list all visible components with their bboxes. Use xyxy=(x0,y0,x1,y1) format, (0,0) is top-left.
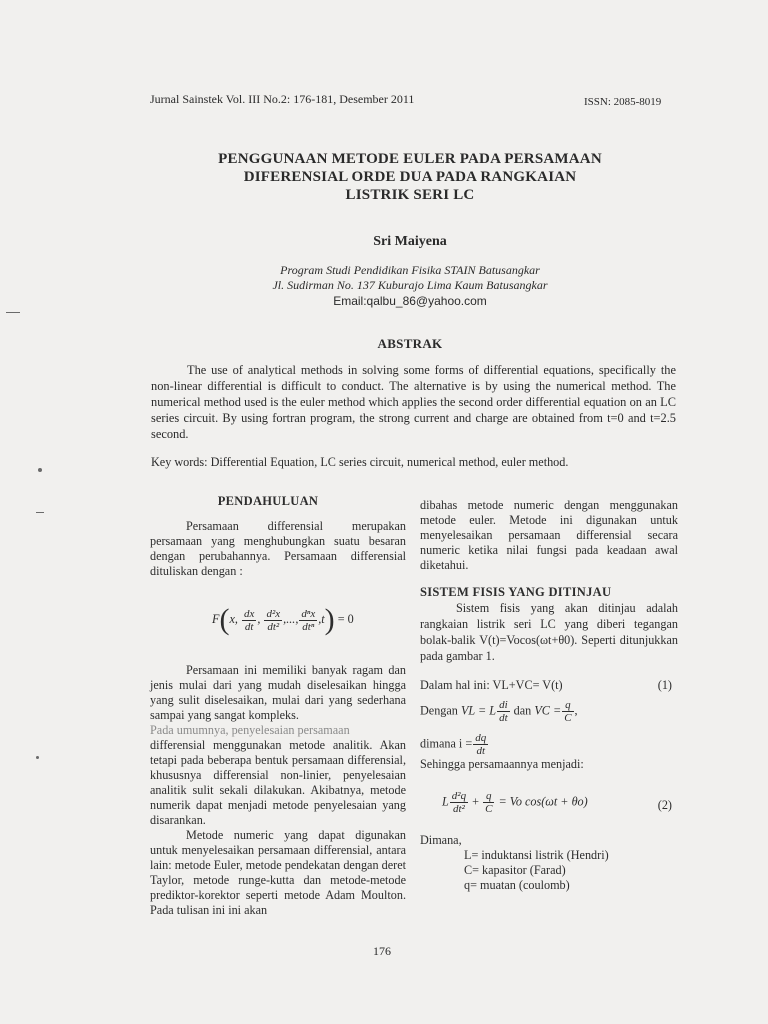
fraction: $\frac{\text{d²x}}{\text{dt²}}$ xyxy=(266,607,281,633)
fraction: $\frac{di}{dt}$ xyxy=(499,699,508,724)
equation-current: dimana i = $\frac{dq}{dt}$ xyxy=(420,732,487,757)
fraction: $\frac{q}{C}$ xyxy=(485,790,493,815)
eq-symbol: x xyxy=(229,611,235,626)
eq-symbol: ,..., xyxy=(283,611,299,626)
definition-item: q= muatan (coulomb) xyxy=(464,878,570,892)
equation-2: L $\frac{\text{d²q}}{\text{dt²}}$ + $\frac{q}{C}$ = Vo cos(ωt + θo) (2) xyxy=(442,790,672,815)
definition-item: C= kapasitor (Farad) xyxy=(464,863,566,877)
fraction: $\frac{q}{C}$ xyxy=(564,699,572,724)
abstract-text: The use of analytical methods in solving some forms of differential equations, specifically the non-linear differential is difficult to conduct. The alternative is by using the numerical method. The numerical method used is the euler method which applies the second order differential equation on an LC series circuit. By using fortran program, the strong current and charge are obtained from t=0 and t=2.5 second. xyxy=(151,363,676,441)
equation-1 xyxy=(420,678,678,693)
fraction: $\frac{\text{d²q}}{\text{dt²}}$ xyxy=(451,790,467,815)
right-column xyxy=(420,498,678,893)
eq-symbol: = 0 xyxy=(337,611,354,626)
journal-citation: Jurnal Sainstek Vol. III No.2: 176-181, Desember 2011 xyxy=(150,92,415,106)
affiliation xyxy=(160,263,660,293)
fraction: $\frac{dx}{dt}$ xyxy=(243,607,255,633)
affiliation-line: Jl. Sudirman No. 137 Kuburajo Lima Kaum Batusangkar xyxy=(272,278,548,292)
scan-mark xyxy=(6,312,20,313)
scan-mark xyxy=(36,512,44,513)
title-line: DIFERENSIAL ORDE DUA PADA RANGKAIAN xyxy=(243,169,577,185)
keywords: Key words: Differential Equation, LC series circuit, numerical method, euler method. xyxy=(151,455,569,469)
paper-title xyxy=(160,150,660,204)
definition-list xyxy=(464,848,678,893)
paragraph-faded: Pada umumnya, penyelesaian persamaan xyxy=(150,723,350,737)
paragraph: Sehingga persamaannya menjadi: xyxy=(420,757,584,771)
section-heading-pendahuluan: PENDAHULUAN xyxy=(217,494,319,508)
affiliation-line: Program Studi Pendidikan Fisika STAIN Batusangkar xyxy=(280,263,540,277)
paragraph: differensial menggunakan metode analitik. Akan tetapi pada beberapa bentuk persamaan differensial, khususnya differensial non-linier, penyelesaian analitik sulit sekali dilakukan. Akibatnya, metode numerik dapat menjadi metode penyelesaian yang disarankan. xyxy=(150,738,406,827)
eq-symbol: F xyxy=(212,611,220,626)
section-heading-sistem-fisis: SISTEM FISIS YANG DITINJAU xyxy=(420,585,612,599)
paragraph: Persamaan ini memiliki banyak ragam dan jenis mulai dari yang mudah diselesaikan hingga yang sulit diselesaikan, mulai dari yang sederhana sampai yang sangat kompleks. xyxy=(150,663,406,722)
eq-symbol: t xyxy=(321,611,325,626)
left-column xyxy=(150,494,406,918)
title-line: LISTRIK SERI LC xyxy=(345,187,475,203)
fraction: $\frac{\text{dⁿx}}{\text{dtⁿ}}$ xyxy=(301,607,316,633)
paragraph: Persamaan differensial merupakan persamaan yang menghubungkan suatu besaran dengan perubahannya. Persamaan differensial dituliskan dengan : xyxy=(150,519,406,578)
paragraph: dibahas metode numeric dengan menggunakan metode euler. Metode ini digunakan untuk menyelesaikan persamaan differensial secara numeric ketika nilai fungsi pada keadaan awal diketahui. xyxy=(420,498,678,572)
equation-number: (2) xyxy=(657,798,672,812)
paragraph: Metode numeric yang dapat digunakan untuk menyelesaikan persamaan differensial, antara lain: metode Euler, metode pendekatan dengan deret Taylor, metode runge-kutta dan metode-metode prediktor-korektor seperti metode Adam Moulton. Pada tulisan ini ini akan xyxy=(150,828,406,917)
fraction: $\frac{dq}{dt}$ xyxy=(475,732,487,757)
abstract-heading: ABSTRAK xyxy=(377,336,443,351)
eq-text: Dalam hal ini: VL+VC= V(t) xyxy=(420,678,563,692)
equation-number: (1) xyxy=(657,678,672,692)
author-email: Email:qalbu_86@yahoo.com xyxy=(333,294,487,308)
page-number: 176 xyxy=(373,944,391,958)
paragraph: Dimana, xyxy=(420,833,462,847)
definition-item: L= induktansi listrik (Hendri) xyxy=(464,848,609,862)
issn: ISSN: 2085-8019 xyxy=(584,96,662,108)
title-line: PENGGUNAAN METODE EULER PADA PERSAMAAN xyxy=(218,151,602,167)
equation-vl-vc: Dengan VL = L $\frac{di}{dt}$ dan VC = $\frac{q}{C}$ , xyxy=(420,699,578,724)
differential-equation: F(x, $\frac{dx}{dt}$ , $\frac{\text{d²x}}{\text{dt²}}$ ,..., $\frac{\text{dⁿx}}{\text{dtⁿ}}$ ,t) = 0 xyxy=(212,603,354,636)
scan-mark xyxy=(38,468,42,472)
paragraph: Sistem fisis yang akan ditinjau adalah rangkaian listrik seri LC yang diberi tegangan bolak-balik V(t)=Vocos(ωt+θ0). Seperti ditunjukkan pada gambar 1. xyxy=(420,601,678,663)
scan-mark xyxy=(36,756,39,759)
author-name: Sri Maiyena xyxy=(373,234,447,249)
